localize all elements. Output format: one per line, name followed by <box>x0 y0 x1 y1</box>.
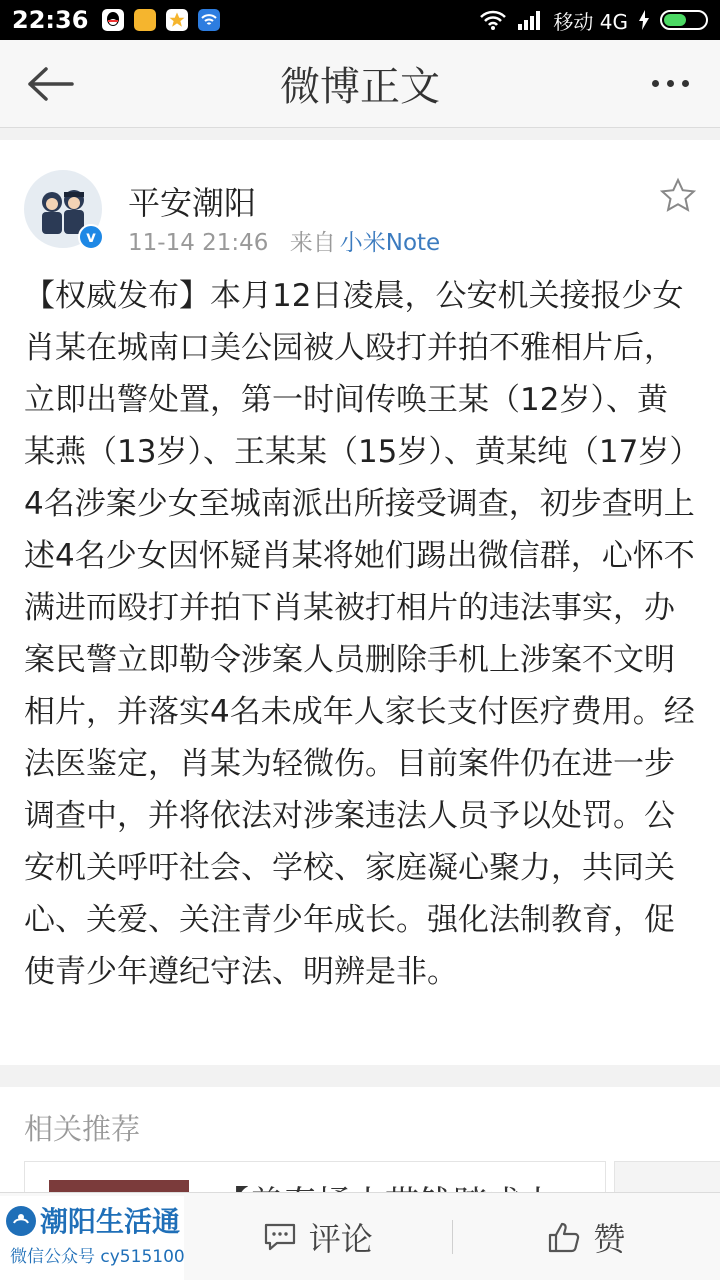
comment-label: 评论 <box>308 1219 373 1258</box>
page-title: 微博正文 <box>280 64 440 110</box>
carrier-label: 移动 4G <box>553 9 628 34</box>
source-prefix: 来自 <box>289 230 336 256</box>
like-label: 赞 <box>593 1219 626 1258</box>
post-meta <box>128 224 440 257</box>
comment-icon <box>263 1222 297 1252</box>
status-right <box>479 6 708 35</box>
status-app-icons <box>102 9 220 31</box>
post-body: 【权威发布】本月12日凌晨，公安机关接报少女肖某在城南口美公园被人殴打并拍不雅相片后，立即出警处置，第一时间传唤王某（12岁）、黄某燕（13岁）、王某某（15岁）、黄某纯（17岁）4名涉案少女至城南派出所接受调查，初步查明上述4名少女因怀疑肖某将她们踢出微信群，心怀不满进而殴打并拍下肖某被打相片的违法事实，办案民警立即勒令涉案人员删除手机上涉案不文明相片，并落实4名未成年人家长支付医疗费用。经法医鉴定，肖某为轻微伤。目前案件仍在进一步调查中，并将依法对涉案违法人员予以处罚。公安机关呼吁社会、学校、家庭凝心聚力，共同关心、关爱、关注青少年成长。强化法制教育，促使青少年遵纪守法、明辨是非。 <box>24 278 695 990</box>
back-arrow-icon <box>26 66 74 102</box>
star-app-icon <box>166 9 188 31</box>
battery-icon <box>660 10 708 30</box>
favorite-star-icon[interactable] <box>658 176 698 216</box>
watermark <box>0 1196 184 1280</box>
more-dot-icon <box>682 80 689 87</box>
more-dot-icon <box>652 80 659 87</box>
source-device[interactable]: 小米Note <box>339 230 441 256</box>
author-name[interactable]: 平安潮阳 <box>128 184 257 222</box>
status-time: 22:36 <box>12 6 89 34</box>
folder-icon <box>134 9 156 31</box>
watermark-logo <box>6 1206 36 1236</box>
verified-badge: v <box>78 224 104 250</box>
nav-bar <box>0 40 720 128</box>
weibo-post <box>0 140 720 1065</box>
back-button[interactable] <box>0 40 100 128</box>
comment-button[interactable] <box>184 1193 452 1280</box>
watermark-account: 微信公众号 cy515100 <box>10 1247 185 1267</box>
more-dot-icon <box>667 80 674 87</box>
charging-icon <box>638 10 650 30</box>
watermark-name: 潮阳生活通 <box>40 1205 181 1238</box>
wifi-signal-icon <box>479 10 507 30</box>
status-bar <box>0 0 720 40</box>
wifi-app-icon <box>198 9 220 31</box>
more-button[interactable] <box>620 40 720 128</box>
related-title: 相关推荐 <box>24 1112 141 1146</box>
qq-icon <box>102 9 124 31</box>
post-time: 11-14 21:46 <box>128 230 269 256</box>
thumbs-up-icon <box>547 1221 581 1253</box>
cell-signal-icon <box>517 10 543 30</box>
like-button[interactable] <box>453 1193 720 1280</box>
